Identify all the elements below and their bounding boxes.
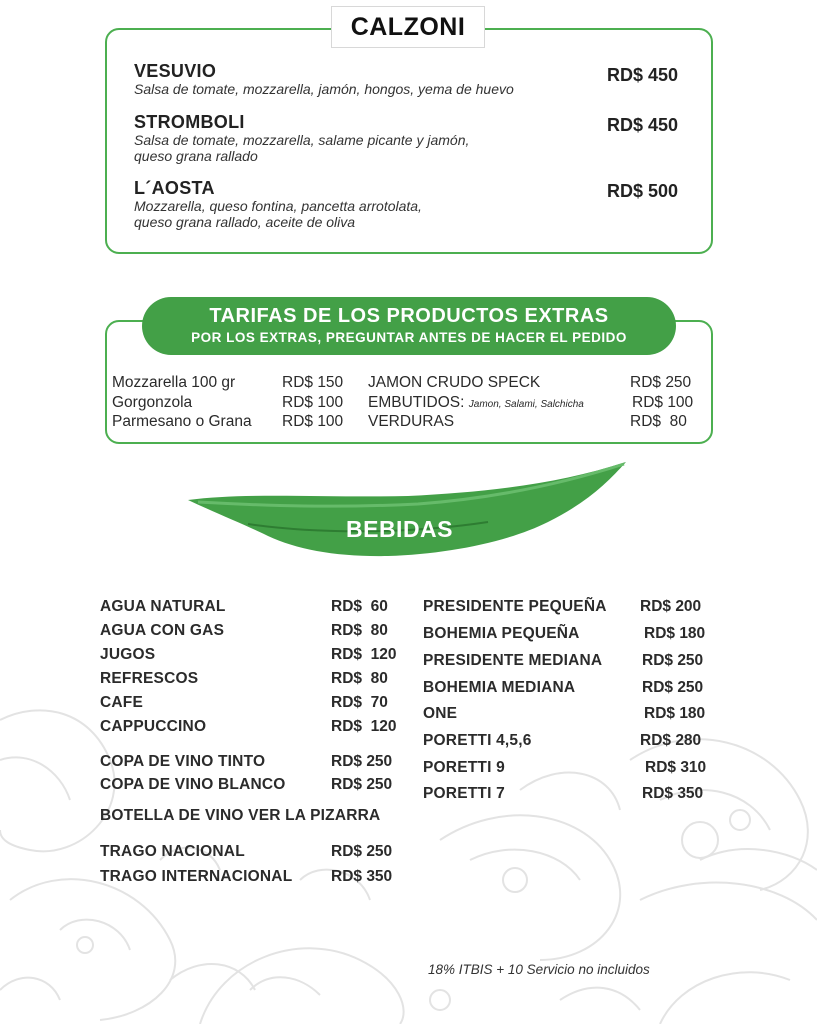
bev-price: RD$ 250 — [642, 652, 704, 669]
item-description: Salsa de tomate, mozzarella, jamón, hongos, yema de huevo — [134, 81, 514, 97]
extra-price: RD$ 100 — [282, 394, 344, 411]
bev-price: RD$ 200 — [640, 598, 702, 615]
bev-name: COPA DE VINO TINTO — [100, 753, 266, 770]
extra-price: RD$ 250 — [630, 374, 692, 391]
extra-name: Parmesano o Grana — [112, 413, 252, 430]
extras-subtitle: POR LOS EXTRAS, PREGUNTAR ANTES DE HACER EL PEDIDO — [191, 330, 627, 345]
extra-note: Jamon, Salami, Salchicha — [468, 399, 584, 410]
bev-price: RD$ 80 — [331, 670, 388, 687]
bev-name: REFRESCOS — [100, 670, 199, 687]
extra-price: RD$ 150 — [282, 374, 344, 391]
item-name: STROMBOLI — [134, 112, 245, 132]
bev-name: TRAGO NACIONAL — [100, 843, 245, 860]
bev-price: RD$ 250 — [331, 843, 393, 860]
tax-service-note: 18% ITBIS + 10 Servicio no incluidos — [428, 962, 650, 977]
item-price: RD$ 500 — [606, 181, 678, 201]
extra-name: JAMON CRUDO SPECK — [368, 374, 541, 391]
item-price: RD$ 450 — [606, 65, 678, 85]
extra-name: Gorgonzola — [112, 394, 193, 411]
extra-name: VERDURAS — [368, 413, 455, 430]
bev-price: RD$ 70 — [331, 694, 388, 711]
bev-name: PORETTI 4,5,6 — [423, 732, 532, 749]
item-description: queso grana rallado — [134, 148, 258, 164]
bev-price: RD$ 250 — [331, 753, 393, 770]
item-description: Mozzarella, queso fontina, pancetta arrotolata, — [134, 198, 422, 214]
green-brush-stroke — [188, 462, 628, 558]
bev-price: RD$ 310 — [645, 759, 707, 776]
item-description: queso grana rallado, aceite de oliva — [134, 214, 356, 230]
bev-name: JUGOS — [100, 646, 156, 663]
bev-name: PRESIDENTE MEDIANA — [423, 652, 603, 669]
extra-price: RD$ 100 — [282, 413, 344, 430]
bev-name: ONE — [423, 705, 458, 722]
extras-banner — [142, 297, 676, 355]
bev-price: RD$ 120 — [331, 718, 397, 735]
extra-name: Mozzarella 100 gr — [112, 374, 236, 391]
bev-name: COPA DE VINO BLANCO — [100, 776, 286, 793]
menu-item — [134, 112, 469, 164]
bev-name: PRESIDENTE PEQUEÑA — [423, 598, 607, 615]
calzoni-title: CALZONI — [331, 6, 485, 48]
bev-price: RD$ 60 — [331, 598, 388, 615]
bev-name: TRAGO INTERNACIONAL — [100, 868, 293, 885]
bebidas-title: BEBIDAS — [346, 516, 454, 542]
bev-name: PORETTI 7 — [423, 785, 505, 802]
bev-name: CAPPUCCINO — [100, 718, 207, 735]
bev-price: RD$ 180 — [644, 625, 706, 642]
item-name: L´AOSTA — [134, 178, 215, 198]
bev-price: RD$ 250 — [642, 679, 704, 696]
bottle-note: BOTELLA DE VINO VER LA PIZARRA — [100, 807, 381, 824]
bev-price: RD$ 120 — [331, 646, 397, 663]
item-description: Salsa de tomate, mozzarella, salame picante y jamón, — [134, 132, 470, 148]
bev-price: RD$ 180 — [644, 705, 706, 722]
extra-price: RD$ 80 — [630, 413, 687, 430]
bev-price: RD$ 250 — [331, 776, 393, 793]
bev-price: RD$ 80 — [331, 622, 388, 639]
bev-name: BOHEMIA MEDIANA — [423, 679, 576, 696]
menu-item — [134, 61, 514, 97]
bev-name: BOHEMIA PEQUEÑA — [423, 625, 580, 642]
extras-title: TARIFAS DE LOS PRODUCTOS EXTRAS — [209, 305, 609, 327]
bev-price: RD$ 350 — [642, 785, 704, 802]
bev-name: AGUA CON GAS — [100, 622, 225, 639]
item-price: RD$ 450 — [606, 115, 678, 135]
bev-price: RD$ 350 — [331, 868, 393, 885]
menu-item — [134, 178, 422, 230]
bev-name: CAFE — [100, 694, 143, 711]
bev-price: RD$ 280 — [640, 732, 702, 749]
item-name: VESUVIO — [134, 61, 217, 81]
bev-name: AGUA NATURAL — [100, 598, 226, 615]
extra-name: EMBUTIDOS: — [368, 394, 465, 411]
extra-price: RD$ 100 — [632, 394, 694, 411]
bev-name: PORETTI 9 — [423, 759, 505, 776]
